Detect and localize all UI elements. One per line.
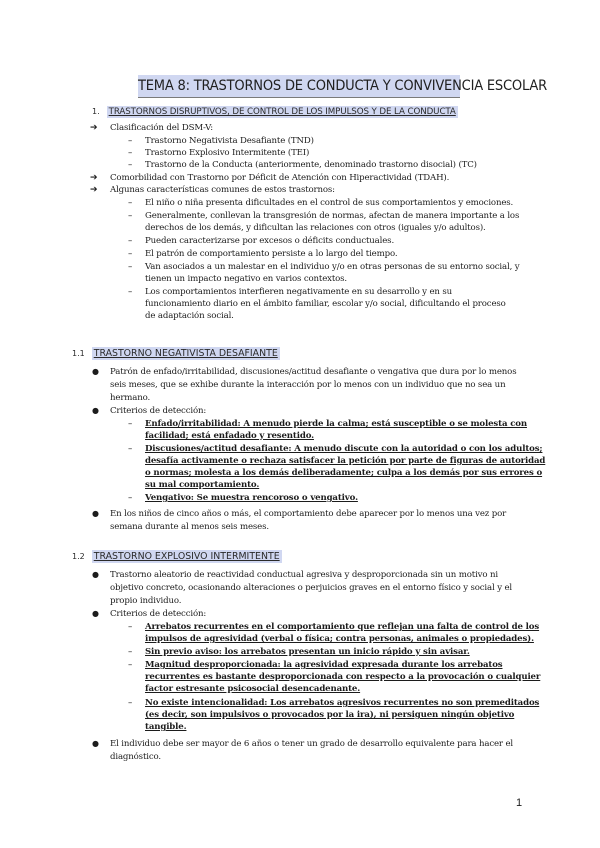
paragraph-line: hermano.	[110, 393, 151, 403]
criterion-line: recurrentes es bastante desproporcionada con respecto a la provocación o cualquier	[145, 672, 541, 682]
arrow-bullet-icon: ➔	[90, 123, 98, 133]
criterion-line: facilidad; está enfadado y resentido.	[145, 431, 314, 441]
criterion-line: Arrebatos recurrentes en el comportamiento que reflejan una falta de control de los	[145, 622, 540, 632]
list-item: Clasificación del DSM-V:	[110, 123, 214, 133]
dash-bullet-icon: –	[128, 198, 133, 208]
paragraph-line: Criterios de detección:	[110, 609, 207, 619]
list-item: Los comportamientos interfieren negativamente en su desarrollo y en su	[145, 287, 453, 297]
dash-bullet-icon: –	[128, 647, 133, 657]
criterion-line: su mal comportamiento.	[145, 480, 260, 490]
dash-bullet-icon: –	[128, 160, 133, 170]
criterion-line: o normas; molesta a los demás deliberadamente; culpa a los demás por sus errores o	[145, 468, 543, 478]
dash-bullet-icon: –	[128, 493, 133, 503]
list-item: Algunas características comunes de estos trastornos:	[110, 185, 335, 195]
section-number: 1.2	[72, 552, 85, 561]
paragraph-line: Patrón de enfado/irritabilidad, discusiones/actitud desafiante o vengativa que dura por lo menos	[110, 367, 517, 377]
paragraph-line: Trastorno aleatorio de reactividad conductual agresiva y desproporcionada sin un motivo ni	[110, 570, 498, 580]
arrow-bullet-icon: ➔	[90, 185, 98, 195]
page-number: 1	[516, 797, 523, 809]
arrow-bullet-icon: ➔	[90, 173, 98, 183]
section-number: 1.1	[72, 349, 85, 358]
bullet-dot-icon: ●	[92, 609, 99, 618]
dash-bullet-icon: –	[128, 698, 133, 708]
list-item: El patrón de comportamiento persiste a lo largo del tiempo.	[145, 249, 398, 259]
bullet-dot-icon: ●	[92, 509, 99, 518]
dash-bullet-icon: –	[128, 211, 133, 221]
paragraph-line: objetivo concreto, ocasionando alteraciones o perjuicios graves en el entorno físico y social y el	[110, 583, 513, 593]
dash-bullet-icon: –	[128, 287, 133, 297]
criterion-line: tangible.	[145, 722, 187, 732]
criterion-line: impulsos de agresividad (verbal o física; contra personas, animales o propiedades).	[145, 634, 534, 644]
paragraph-line: seis meses, que se exhibe durante la interacción por lo menos con un individuo que no sea un	[110, 380, 506, 390]
dash-bullet-icon: –	[128, 249, 133, 259]
list-item-continuation: tienen un impacto negativo en varios contextos.	[145, 274, 348, 284]
dash-bullet-icon: –	[128, 444, 133, 454]
criterion-line: Discusiones/actitud desafiante: A menudo discute con la autoridad o con los adultos;	[145, 444, 543, 454]
list-item: Trastorno Explosivo Intermitente (TEI)	[145, 148, 310, 158]
paragraph-line: propio individuo.	[110, 596, 182, 606]
criterion-line: Magnitud desproporcionada: la agresividad expresada durante los arrebatos	[145, 660, 503, 670]
dash-bullet-icon: –	[128, 148, 133, 158]
criterion-line: Sin previo aviso: los arrebatos presentan un inicio rápido y sin avisar.	[145, 647, 470, 657]
bullet-dot-icon: ●	[92, 739, 99, 748]
page-title: TEMA 8: TRASTORNOS DE CONDUCTA Y CONVIVENCIA ESCOLAR	[138, 75, 460, 98]
bullet-dot-icon: ●	[92, 367, 99, 376]
list-item: Van asociados a un malestar en el individuo y/o en otras personas de su entorno social, y	[145, 262, 520, 272]
section-title: TRASTORNO NEGATIVISTA DESAFIANTE	[93, 348, 278, 359]
section-heading	[92, 105, 458, 119]
dash-bullet-icon: –	[128, 622, 133, 632]
section-title: TRASTORNO EXPLOSIVO INTERMITENTE	[93, 551, 280, 562]
dash-bullet-icon: –	[128, 262, 133, 272]
section-heading	[72, 347, 280, 360]
paragraph-line: semana durante al menos seis meses.	[110, 522, 269, 532]
list-item: El niño o niña presenta dificultades en el control de sus comportamientos y emociones.	[145, 198, 514, 208]
list-item-continuation: derechos de los demás, y dificultan las relaciones con otros (iguales y/o adultos).	[145, 223, 486, 233]
bullet-dot-icon: ●	[92, 570, 99, 579]
dash-bullet-icon: –	[128, 419, 133, 429]
criterion-line: No existe intencionalidad: Los arrebatos agresivos recurrentes no son premeditados	[145, 698, 540, 708]
list-item-continuation: de adaptación social.	[145, 311, 234, 321]
list-item-continuation: funcionamiento diario en el ámbito familiar, escolar y/o social, dificultando el proceso	[145, 299, 506, 309]
dash-bullet-icon: –	[128, 136, 133, 146]
criterion-line: desafía activamente o rechaza satisfacer la petición por parte de figuras de autoridad	[145, 456, 546, 466]
criterion-line: factor estresante psicosocial desencadenante.	[145, 684, 361, 694]
list-item: Pueden caracterizarse por excesos o déficits conductuales.	[145, 236, 395, 246]
dash-bullet-icon: –	[128, 236, 133, 246]
section-heading	[72, 550, 282, 563]
section-title: TRASTORNOS DISRUPTIVOS, DE CONTROL DE LOS IMPULSOS Y DE LA CONDUCTA	[108, 107, 456, 117]
criterion-line: (es decir, son impulsivos o provocados por la ira), ni persiguen ningún objetivo	[145, 710, 515, 720]
paragraph-line: Criterios de detección:	[110, 406, 207, 416]
criterion-line: Vengativo: Se muestra rencoroso o vengativo.	[145, 493, 358, 503]
list-item: Comorbilidad con Trastorno por Déficit de Atención con Hiperactividad (TDAH).	[110, 173, 450, 183]
dash-bullet-icon: –	[128, 660, 133, 670]
paragraph-line: El individuo debe ser mayor de 6 años o tener un grado de desarrollo equivalente para hacer el	[110, 739, 513, 749]
paragraph-line: En los niños de cinco años o más, el comportamiento debe aparecer por lo menos una vez por	[110, 509, 507, 519]
section-number: 1.	[92, 107, 100, 116]
list-item: Trastorno Negativista Desafiante (TND)	[145, 136, 314, 146]
list-item: Generalmente, conllevan la transgresión de normas, afectan de manera importante a los	[145, 211, 520, 221]
criterion-line: Enfado/irritabilidad: A menudo pierde la calma; está susceptible o se molesta con	[145, 419, 527, 429]
list-item: Trastorno de la Conducta (anteriormente, denominado trastorno disocial) (TC)	[145, 160, 477, 170]
bullet-dot-icon: ●	[92, 406, 99, 415]
paragraph-line: diagnóstico.	[110, 752, 161, 762]
